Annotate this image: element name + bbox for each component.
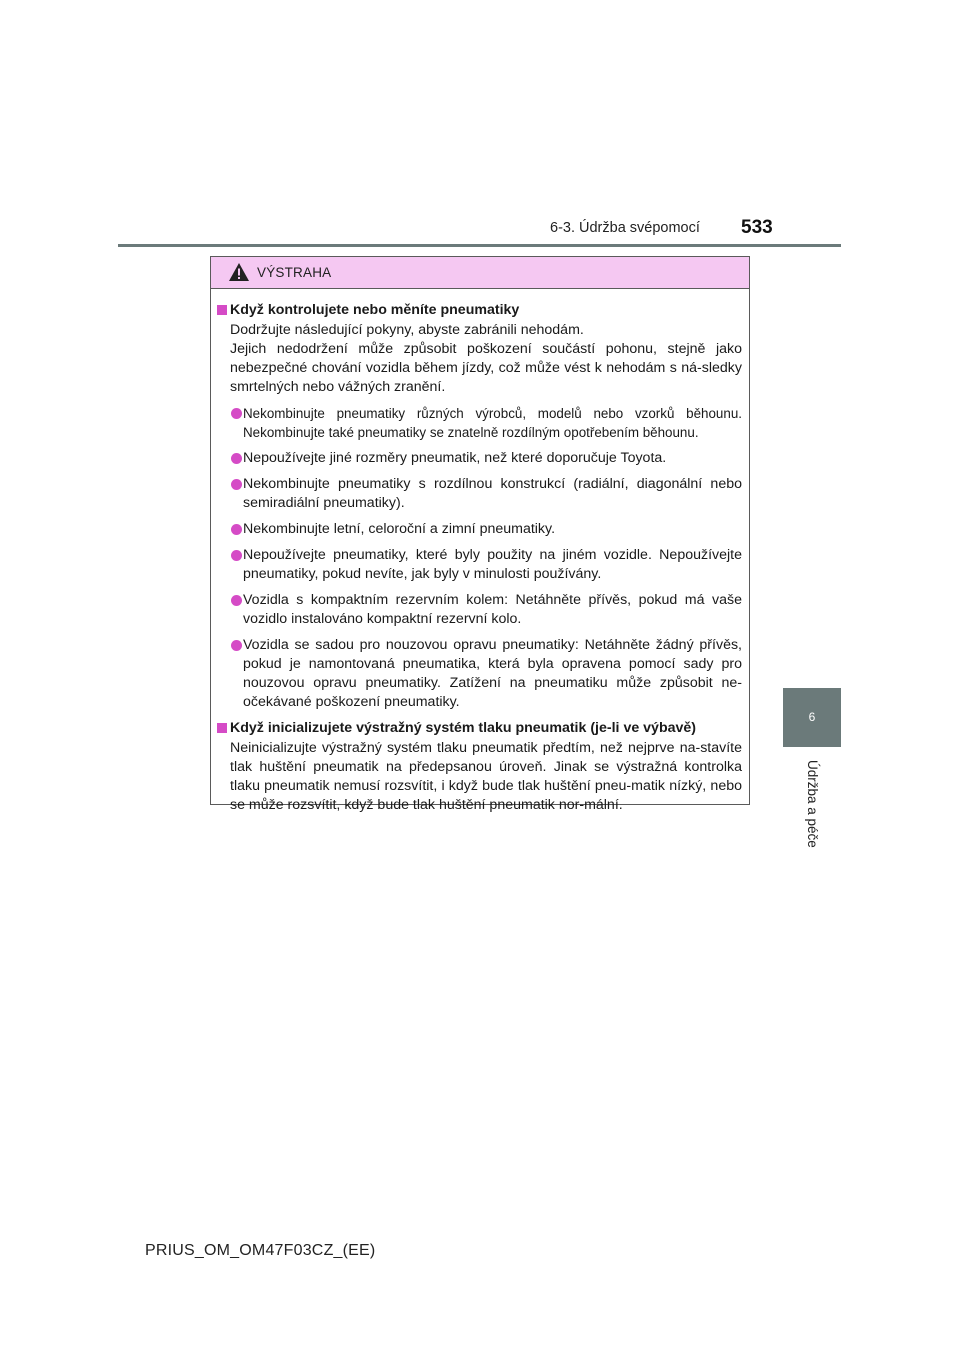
list-item: Nekombinujte pneumatiky různých výrobců, modelů nebo vzorků běhounu. Nekombinujte také pneumatiky se znatelně rozdílným opotřebením běhounu.	[217, 404, 742, 442]
section-text: Neinicializujte výstražný systém tlaku pneumatik předtím, než nejprve na-stavíte tlak huštění pneumatik na předepsanou úroveň. Jinak se výstražná kontrolka tlaku pneumatik nemusí rozsvítit, i když bude tlak huštění pneu-matik nízký, nebo se může rozsvítit, když bude tlak huštění pneumatik nor-mální.	[230, 740, 742, 813]
square-bullet-icon	[217, 723, 227, 733]
header-divider	[118, 244, 841, 247]
chapter-tab[interactable]	[783, 688, 841, 747]
circle-bullet-icon	[231, 595, 242, 606]
list-item: Nepoužívejte jiné rozměry pneumatik, než které doporučuje Toyota.	[217, 449, 742, 468]
circle-bullet-icon	[231, 524, 242, 535]
circle-bullet-icon	[231, 550, 242, 561]
section-heading-tire-check: Když kontrolujete nebo měníte pneumatiky	[217, 301, 742, 320]
section-text: Jejich nedodržení může způsobit poškození součástí pohonu, stejně jako nebezpečné chování vozidla během jízdy, což může vést k nehodám s ná-sledky smrtelných nebo vážných zranění.	[230, 341, 742, 395]
list-item: Nepoužívejte pneumatiky, které byly použity na jiném vozidle. Nepoužívejte pneumatiky, pokud nevíte, jak byly v minulosti používány.	[217, 546, 742, 584]
circle-bullet-icon	[231, 408, 242, 419]
circle-bullet-icon	[231, 640, 242, 651]
document-code: PRIUS_OM_OM47F03CZ_(EE)	[145, 1242, 376, 1259]
section-body	[217, 739, 742, 815]
warning-box	[210, 256, 750, 813]
warning-header	[211, 257, 749, 289]
chapter-label-text: Údržba a péče	[805, 760, 820, 848]
circle-bullet-icon	[231, 453, 242, 464]
list-item: Nekombinujte letní, celoroční a zimní pneumatiky.	[217, 520, 742, 539]
warning-title: VÝSTRAHA	[257, 265, 332, 280]
section-title: 6-3. Údržba svépomocí	[550, 220, 700, 236]
section-body	[217, 321, 742, 397]
square-bullet-icon	[217, 305, 227, 315]
warning-triangle-icon	[228, 262, 250, 282]
warning-content	[211, 289, 749, 815]
chapter-tab-number: 6	[808, 710, 816, 724]
section-intro: Dodržujte následující pokyny, abyste zabránili nehodám.	[230, 322, 584, 338]
list-item: Nekombinujte pneumatiky s rozdílnou konstrukcí (radiální, diagonální nebo semiradiální pneumatiky).	[217, 475, 742, 513]
list-item: Vozidla se sadou pro nouzovou opravu pneumatiky: Netáhněte žádný přívěs, pokud je namontovaná pneumatika, která byla opravena pomocí sady pro nouzovou opravu pneumatiky. Zatížení na pneumatiku může způsobit ne-očekávané poškození pneumatiky.	[217, 636, 742, 712]
circle-bullet-icon	[231, 479, 242, 490]
section-heading-tpms: Když inicializujete výstražný systém tlaku pneumatik (je-li ve výbavě)	[217, 719, 742, 738]
page-number: 533	[741, 217, 773, 238]
list-item: Vozidla s kompaktním rezervním kolem: Netáhněte přívěs, pokud má vaše vozidlo instalováno kompaktní rezervní kolo.	[217, 591, 742, 629]
